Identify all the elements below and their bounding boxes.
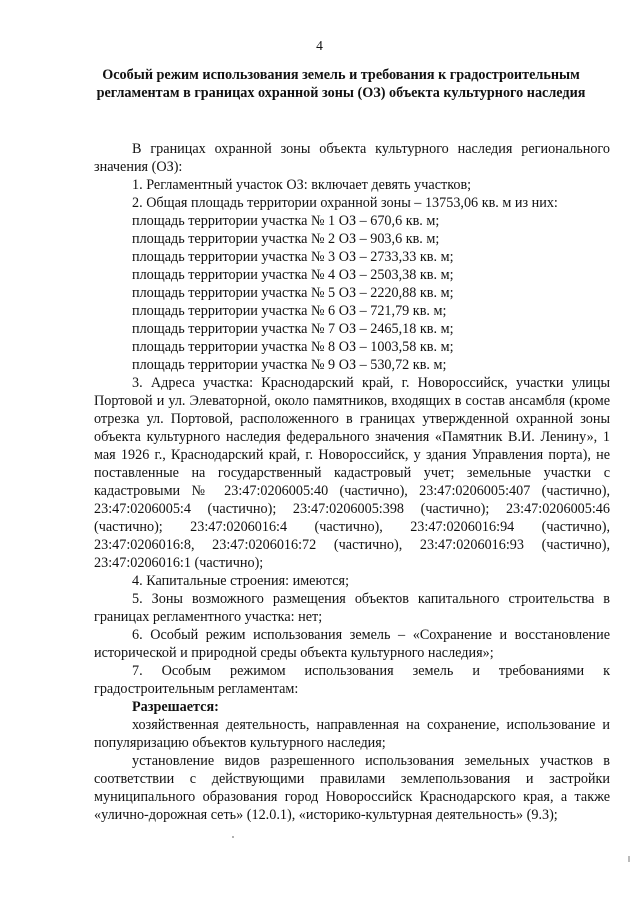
scan-speck bbox=[232, 836, 234, 838]
item-7: 7. Особым режимом использования земель и требованиями к градостроительным регламентам: bbox=[94, 663, 610, 697]
area-line: площадь территории участка № 1 ОЗ – 670,6 кв. м; bbox=[132, 213, 440, 229]
item-2: 2. Общая площадь территории охранной зоны – 13753,06 кв. м из них: bbox=[132, 195, 558, 211]
area-line: площадь территории участка № 6 ОЗ – 721,79 кв. м; bbox=[132, 303, 447, 319]
item-1: 1. Регламентный участок ОЗ: включает девять участков; bbox=[132, 177, 472, 193]
area-line: площадь территории участка № 5 ОЗ – 2220,88 кв. м; bbox=[132, 285, 454, 301]
allowed-item: хозяйственная деятельность, направленная на сохранение, использование и популяризацию объектов культурного наследия; bbox=[94, 717, 610, 751]
item-5: 5. Зоны возможного размещения объектов капитального строительства в границах регламентного участка: нет; bbox=[94, 591, 610, 625]
area-line: площадь территории участка № 2 ОЗ – 903,6 кв. м; bbox=[132, 231, 440, 247]
item-4: 4. Капитальные строения: имеются; bbox=[132, 573, 350, 589]
area-line: площадь территории участка № 4 ОЗ – 2503,38 кв. м; bbox=[132, 267, 454, 283]
page-number: 4 bbox=[316, 38, 323, 53]
allowed-heading: Разрешается: bbox=[132, 699, 219, 715]
item-6: 6. Особый режим использования земель – «Сохранение и восстановление исторической и природной среды объекта культурного наследия»; bbox=[94, 627, 610, 661]
document-title: Особый режим использования земель и требования к градостроительным регламентам в границах охранной зоны (ОЗ) объекта культурного наследия bbox=[96, 67, 586, 101]
scan-edge-mark bbox=[628, 856, 630, 862]
item-3: 3. Адреса участка: Краснодарский край, г. Новороссийск, участки улицы Портовой и ул. Элеваторной, около памятников, входящих в состав ансамбля (кроме отрезка ул. Портовой, расположенного в границах утвержденной охранной зоны объекта культурного наследия федерального значения «Памятник В.И. Ленину», 1 мая 1926 г., Краснодарский край, г. Новороссийск, у здания Управления порта), не поставленные на государственный кадастровый учет; земельные участки с кадастровыми № 23:47:0206005:40 (частично), 23:47:0206005:407 (частично), 23:47:0206005:4 (частично); 23:47:0206005:398 (частично); 23:47:0206005:46 (частично); 23:47:0206016:4 (частично), 23:47:0206016:94 (частично), 23:47:0206016:8, 23:47:0206016:72 (частично), 23:47:0206016:93 (частично), 23:47:0206016:1 (частично); bbox=[94, 375, 610, 571]
intro-paragraph: В границах охранной зоны объекта культурного наследия регионального значения (ОЗ): bbox=[94, 141, 610, 175]
document-body bbox=[94, 140, 610, 824]
allowed-item: установление видов разрешенного использования земельных участков в соответствии с действующими правилами землепользования и застройки муниципального образования город Новороссийск Краснодарского края, а также «улично-дорожная сеть» (12.0.1), «историко-культурная деятельность» (9.3); bbox=[94, 753, 610, 823]
area-line: площадь территории участка № 7 ОЗ – 2465,18 кв. м; bbox=[132, 321, 454, 337]
area-line: площадь территории участка № 9 ОЗ – 530,72 кв. м; bbox=[132, 357, 447, 373]
area-line: площадь территории участка № 8 ОЗ – 1003,58 кв. м; bbox=[132, 339, 454, 355]
area-line: площадь территории участка № 3 ОЗ – 2733,33 кв. м; bbox=[132, 249, 454, 265]
